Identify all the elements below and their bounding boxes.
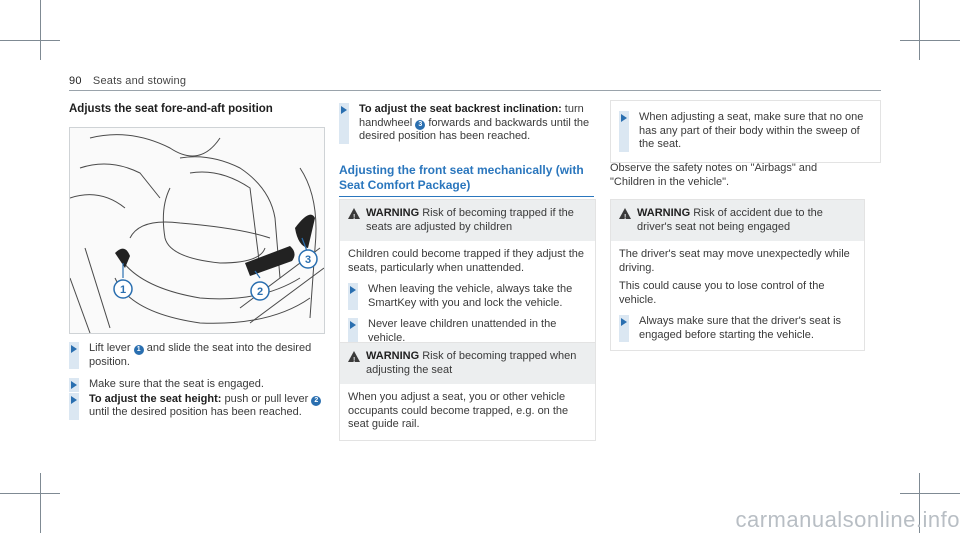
header-rule: [69, 90, 881, 91]
handwheel-3: [295, 215, 315, 248]
warning-box-not-engaged: ! WARNING Risk of accident due to the driver's seat not being engaged The driver's seat may move unexpectedly while driving. This could cause you to lose control of the vehicle. Always make sure that the driver's seat is engaged before starting the vehicle.: [610, 199, 865, 351]
observe-note: Observe the safety notes on "Airbags" and "Children in the vehicle".: [610, 162, 818, 188]
section-heading: Adjusts the seat fore-and-aft position: [69, 103, 273, 115]
callout-1: 1: [119, 284, 127, 296]
step-lift-lever: Lift lever 1 and slide the seat into the desired position.: [69, 342, 323, 369]
lever-2: [245, 246, 295, 276]
crop-mark: [0, 493, 60, 494]
section-title: Seats and stowing: [92, 75, 187, 87]
arrow-icon: [341, 106, 347, 114]
seat-drawing: [70, 128, 324, 333]
caution-box: When adjusting a seat, make sure that no one has any part of their body within the sweep of the seat.: [610, 100, 881, 163]
number-badge: 1: [134, 345, 144, 355]
subsection-heading: Adjusting the front seat mechanically (with Seat Comfort Package): [339, 163, 584, 192]
page-number: 90: [69, 75, 82, 87]
page-header: [69, 75, 186, 87]
heading-rule: [339, 196, 594, 197]
crop-mark: [40, 473, 41, 533]
step-seat-height: To adjust the seat height: push or pull lever 2 until the desired position has been reached.: [69, 393, 323, 420]
warning-icon: !: [348, 208, 360, 219]
crop-mark: [919, 0, 920, 60]
number-badge: 3: [415, 120, 425, 130]
watermark: carmanualsonline.info: [735, 507, 960, 532]
crop-mark: [900, 40, 960, 41]
step-engaged: Make sure that the seat is engaged.: [69, 378, 323, 392]
crop-mark: [40, 0, 41, 60]
seat-illustration: [69, 127, 325, 334]
warning-icon: !: [348, 351, 360, 362]
arrow-icon: [71, 345, 77, 353]
arrow-icon: [71, 396, 77, 404]
warning-box-children: ! WARNING Risk of becoming trapped if the seats are adjusted by children Children could become trapped if they adjust the seats, particularly when unattended. When leaving the vehicle, always take the SmartKey with you and lock the vehicle. Never leave children unattended in the vehicle.: [339, 199, 596, 354]
step-backrest: To adjust the seat backrest inclination: turn handwheel 3 forwards and backwards until the desired position has been reached.: [339, 103, 594, 144]
crop-mark: [0, 40, 60, 41]
arrow-icon: [71, 381, 77, 389]
arrow-icon: [621, 318, 627, 326]
arrow-icon: [621, 114, 627, 122]
warning-box-trapped: ! WARNING Risk of becoming trapped when adjusting the seat When you adjust a seat, you or other vehicle occupants could become trapped, e.g. on the seat guide rail.: [339, 342, 596, 441]
number-badge: 2: [311, 396, 321, 406]
arrow-icon: [350, 286, 356, 294]
crop-mark: [900, 493, 960, 494]
callout-2: 2: [256, 286, 264, 298]
warning-icon: !: [619, 208, 631, 219]
arrow-icon: [350, 321, 356, 329]
callout-3: 3: [304, 254, 312, 266]
